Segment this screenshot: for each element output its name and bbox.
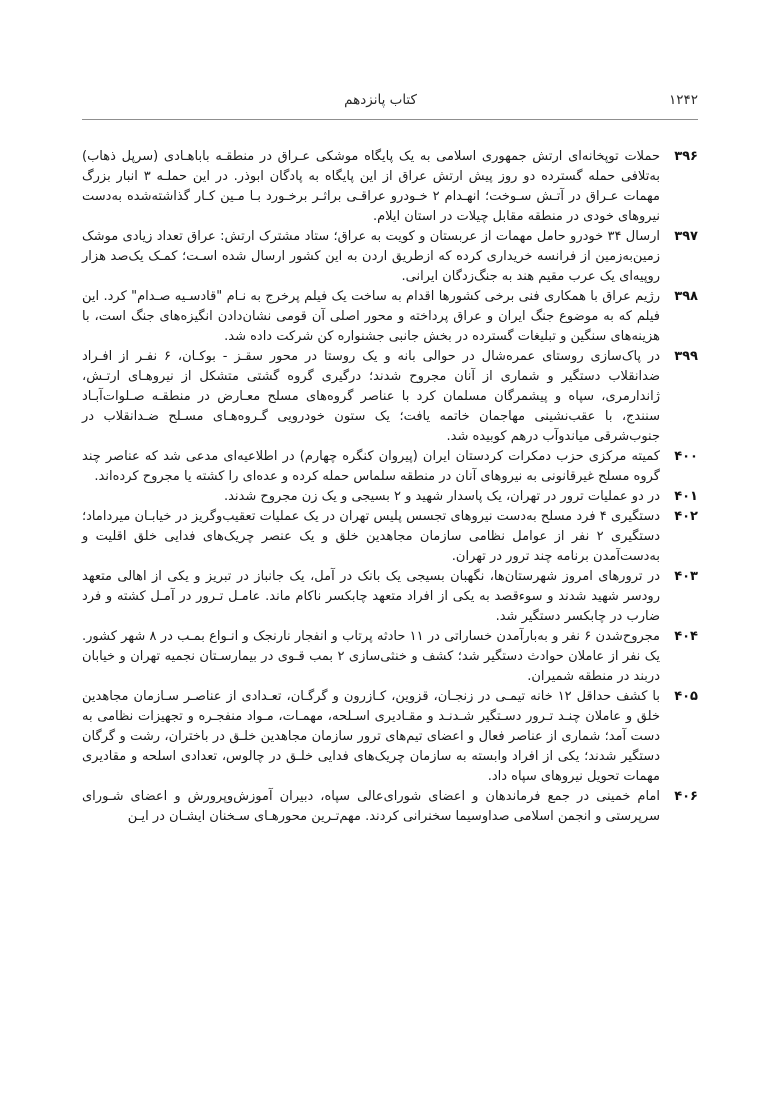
chronology-entry [82,147,698,227]
entry-number: ۳۹۸ [674,289,698,304]
entry-text: حملات توپخانه‌ای ارتش جمهوری اسلامی به یک پایگاه موشکی عـراق در منطقـه باباهـادی (سرپل ذهاب) به‌تلافی حمله گسترده دو روز پیش ارتش عراق از این پایگاه به پادگان ابوذر. در این حملـه ۳ انبار بزرگ مهمات عـراق در آتـش سـوخت؛ انهـدام ۲ خـودرو عراقـی براثـر برخـورد بـا مـین کـار گذاشته‌شده به‌دست نیروهای خودی در منطقه مقابل چیلات در استان ایلام. [82,149,660,224]
chronology-entry [82,447,698,487]
entry-text: در پاک‌سازی روستای عمره‌شال در حوالی بانه و یک روستا در محور سقـز - بوکـان، ۶ نفـر از افـراد ضدانقلاب دستگیر و شماری از آنان مجروح شدند؛ درگیری گروه گشتی متشکل از نیروهـای ارتـش، ژاندارمری، سپاه و پیشمرگان مسلمان کرد با عناصر گروه‌های مسلح معـارض در منطقـه صـلوات‌آبـاد سنندج، با عقب‌نشینی مهاجمان خاتمه یافت؛ یک ستون خودرویی گـروه‌هـای مسـلح ضـدانقلاب در جنوب‌شرقی میاندوآب درهم کوبیده شد. [82,349,661,444]
entry-text: ارسال ۳۴ خودرو حامل مهمات از عربستان و کویت به عراق؛ ستاد مشترک ارتش: عراق تعداد زیادی موشک زمین‌به‌زمین از فرانسه خریداری کرده که ازطریق اردن به این کشور ارسال شده اسـت؛ کمـک یک‌صد هزار روپیه‌ای یک عرب مقیم هند به جنگ‌زدگان ایرانی. [82,229,660,284]
header-divider [82,119,698,120]
entry-text: با کشف حداقل ۱۲ خانه تیمـی در زنجـان، قزوین، کـازرون و گرگـان، تعـدادی از عناصـر سـازمان مجاهدین خلق و عاملان چنـد تـرور دسـتگیر شـدنـد و مقـادیری اسـلحه، مهمـات، مـواد منفجـره و تجهیزات نظامی به دست آمد؛ شماری از عناصر فعال و اعضای تیم‌های ترور سازمان مجاهدین خلـق در باختران، رشت و گرگان دستگیر شدند؛ یکی از افراد وابسته به سازمان چریک‌های فدایی خلـق در چالوس، تعدادی اسلحه و مقادیری مهمات تحویل نیروهای سپاه داد. [82,689,660,784]
entry-text: در ترورهای امروز شهرستان‌ها، نگهبان بسیجی یک بانک در آمل، یک جانباز در تبریز و یکی از اهالی متعهد رودسر شهید شدند و سوءقصد به یکی از افراد متعهد چابکسر ناکام ماند. عامـل تـرور در آمـل کشته و فرد ضارب در چابکسر دستگیر شد. [82,569,660,624]
entry-number: ۴۰۳ [674,569,698,584]
chronology-entry [82,787,698,827]
chronology-entry [82,507,698,567]
entry-number: ۳۹۹ [674,349,698,364]
chronology-entry [82,227,698,287]
running-header [82,92,698,114]
entry-text: در دو عملیات ترور در تهران، یک پاسدار شهید و ۲ بسیجی و یک زن مجروح شدند. [223,489,660,504]
entry-text: امام خمینی در جمع فرماندهان و اعضای شورای‌عالی سپاه، دبیران آموزش‌وپرورش و اعضای شـورای سرپرستی و انجمن اسلامی صداوسیما سخنرانی کردند. مهم‌تـرین محورهـای سـخنان ایشـان در ایـن [82,789,660,824]
entry-number: ۳۹۶ [674,149,698,164]
chronology-entry [82,627,698,687]
entry-number: ۴۰۶ [674,789,698,804]
book-title: کتاب پانزدهم [344,92,417,108]
entry-number: ۴۰۴ [674,629,698,644]
entry-number: ۴۰۰ [674,449,698,464]
page-number: ۱۲۴۲ [668,92,698,108]
chronology-entry [82,687,698,787]
entry-text: کمیته مرکزی حزب دمکرات کردستان ایران (پیروان کنگره چهارم) در اطلاعیه‌ای مدعی شد که عناصر چند گروه مسلح غیرقانونی به نیروهای آنان در منطقه سلماس حمله کرده و عده‌ای را کشته یا مجروح کرده‌اند. [82,449,660,484]
entry-text: رژیم عراق با همکاری فنی برخی کشورها اقدام به ساخت یک فیلم پرخرج به نـام "قادسـیه صـدام" کرد. این فیلم که به موضوع جنگ ایران و عراق پرداخته و محور اصلی آن قومی نشان‌دادن انگیزه‌های جنگ است، با هزینه‌های سنگین و تبلیغات گسترده در بخش جانبی جشنواره کن شرکت داده شد. [82,289,660,344]
entry-text: مجروح‌شدن ۶ نفر و به‌بارآمدن خساراتی در ۱۱ حادثه پرتاب و انفجار نارنجک و انـواع بمـب در ۸ شهر کشور. یک نفر از عاملان حوادث دستگیر شد؛ کشف و خنثی‌سازی ۲ بمب قـوی در بیمارسـتان نجمیه تهران و خیابان دربند در منطقه شمیران. [82,629,661,684]
entry-number: ۳۹۷ [674,229,698,244]
chronology-entry [82,347,698,447]
chronology-entry [82,487,698,507]
chronology-entry [82,567,698,627]
chronology-entry [82,287,698,347]
entry-number: ۴۰۵ [674,689,698,704]
entry-number: ۴۰۲ [674,509,698,524]
entry-number: ۴۰۱ [674,489,698,504]
entries-list [82,147,698,827]
entry-text: دستگیری ۴ فرد مسلح به‌دست نیروهای تجسس پلیس تهران در یک عملیات تعقیب‌وگریز در خیابـان میرداماد؛ دستگیری ۲ نفر از عوامل نظامی سازمان مجاهدین خلق و یک عنصر چریک‌های فدایی خلق اقلیت و به‌دست‌آمدن برنامه چند ترور در تهران. [82,509,661,564]
